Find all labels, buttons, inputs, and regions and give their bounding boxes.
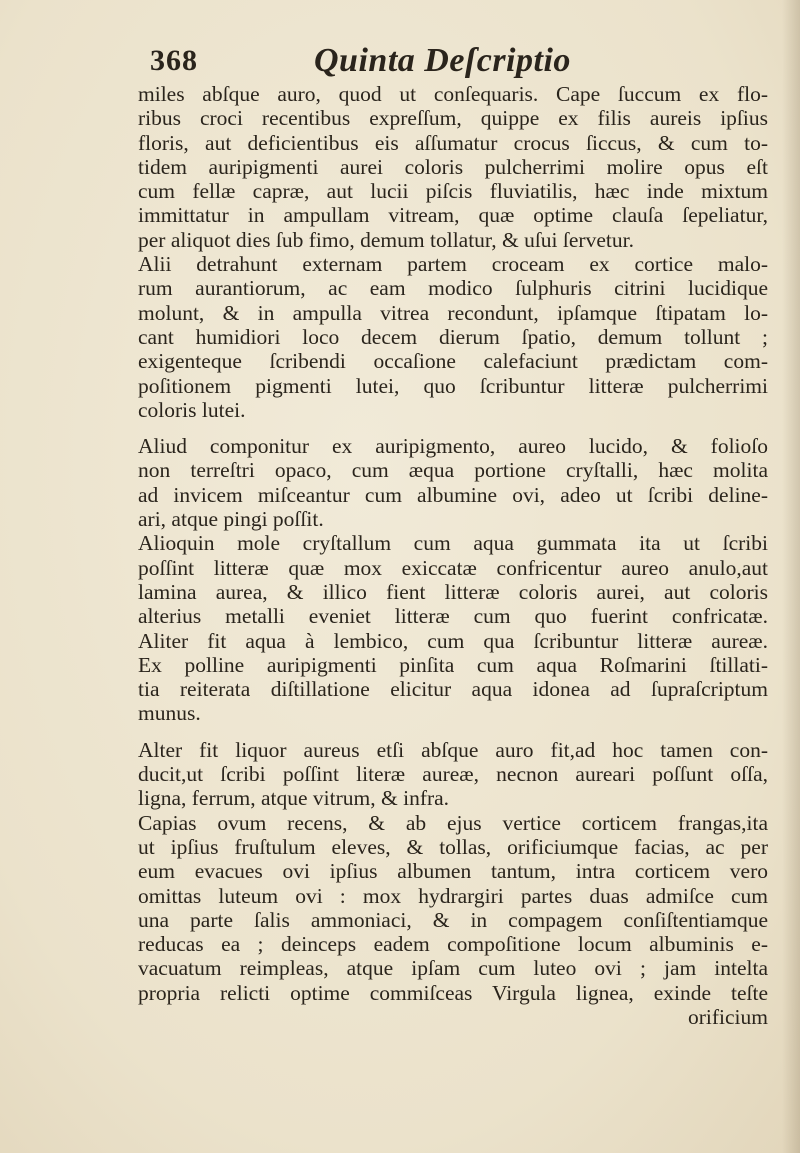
text-line: exigenteque ſcribendi occaſione calefaciunt prædictam com- [138,349,768,374]
text-line: coloris lutei. [138,397,246,422]
text-line: poſitionem pigmenti lutei, quo ſcribuntur litteræ pulcherrimi [138,373,768,398]
text-line: reducas ea ; deinceps eadem compoſitione locum albuminis e- [138,932,768,957]
paragraph [138,82,768,252]
paragraph [138,434,768,531]
text-line: ad invicem miſceantur cum albumine ovi, adeo ut ſcribi deline- [138,482,768,507]
text-line: rum aurantiorum, ac eam modico ſulphuris citrini lucidique [138,276,768,301]
text-line: non terreſtri opaco, cum æqua portione cryſtalli, hæc molita [138,458,768,483]
text-line: una parte ſalis ammoniaci, & in compagem conſiſtentiamque [138,907,768,932]
text-line: per aliquot dies ſub fimo, demum tollatur, & uſui ſervetur. [138,227,634,252]
paragraph [138,531,768,725]
page-number: 368 [150,44,198,77]
text-line: tia reiterata diſtillatione elicitur aqua idonea ad ſupraſcriptum [138,677,768,702]
text-line: cant humidiori loco decem dierum ſpatio, demum tollunt ; [138,324,768,349]
text-line: eum evacues ovi ipſius albumen tantum, intra corticem vero [138,859,768,884]
text-line: propria relicti optime commiſceas Virgula lignea, exinde teſte [138,980,768,1005]
text-line: ligna, ferrum, atque vitrum, & infra. [138,786,450,811]
text-line: Capias ovum recens, & ab ejus vertice corticem frangas,ita [138,810,768,835]
text-line: cum fellæ capræ, aut lucii piſcis fluviatilis, hæc inde mixtum [138,179,768,204]
text-line: floris, aut deficientibus eis aſſumatur crocus ſiccus, & cum to- [138,130,768,155]
paragraph-gap [138,422,768,434]
text-line: ari, atque pingi poſſit. [138,507,324,532]
text-line: Alioquin mole cryſtallum cum aqua gummata ita ut ſcribi [138,531,768,556]
text-line: poſſint litteræ quæ mox exiccatæ confricentur aureo anulo,aut [138,555,768,580]
text-line: Alii detrahunt externam partem croceam ex cortice malo- [138,252,768,277]
paragraph [138,738,768,1005]
text-line: alterius metalli eveniet litteræ cum quo fuerint confricatæ. [138,604,768,629]
text-line: ducit,ut ſcribi poſſint literæ aureæ, necnon aureari poſſunt oſſa, [138,762,768,787]
text-line: munus. [138,701,201,726]
body-text [138,82,768,1029]
running-head: Quinta Deſcriptio [314,42,571,79]
text-line: Aliud componitur ex auripigmento, aureo lucido, & folioſo [138,434,768,459]
text-line: Alter fit liquor aureus etſi abſque auro fit,ad hoc tamen con- [138,737,768,762]
text-line: ribus croci recentibus expreſſum, quippe ex filis aureis ipſius [138,106,768,131]
text-line: tidem auripigmenti aurei coloris pulcherrimi molire opus eſt [138,154,768,179]
text-line: lamina aurea, & illico fient litteræ coloris aurei, aut coloris [138,579,768,604]
text-line: miles abſque auro, quod ut conſequaris. Cape ſuccum ex flo- [138,82,768,106]
text-line: Ex polline auripigmenti pinſita cum aqua Roſmarini ſtillati- [138,652,768,677]
text-line: immittatur in ampullam vitream, quæ optime clauſa ſepeliatur, [138,203,768,228]
text-line: Aliter fit aqua à lembico, cum qua ſcribuntur litteræ aureæ. [138,628,768,653]
text-line: ut ipſius fruſtulum eleves, & tollas, orificiumque facias, ac per [138,834,768,859]
text-line: vacuatum reimpleas, atque ipſam cum luteo ovi ; jam intelta [138,956,768,981]
text-line: omittas luteum ovi : mox hydrargiri partes duas admiſce cum [138,883,768,908]
paragraph [138,252,768,422]
page-edge-shadow [782,0,800,1153]
text-line: molunt, & in ampulla vitrea recondunt, ipſamque ſtipatam lo- [138,300,768,325]
paragraph-gap [138,726,768,738]
catchword: orificium [687,1004,768,1029]
